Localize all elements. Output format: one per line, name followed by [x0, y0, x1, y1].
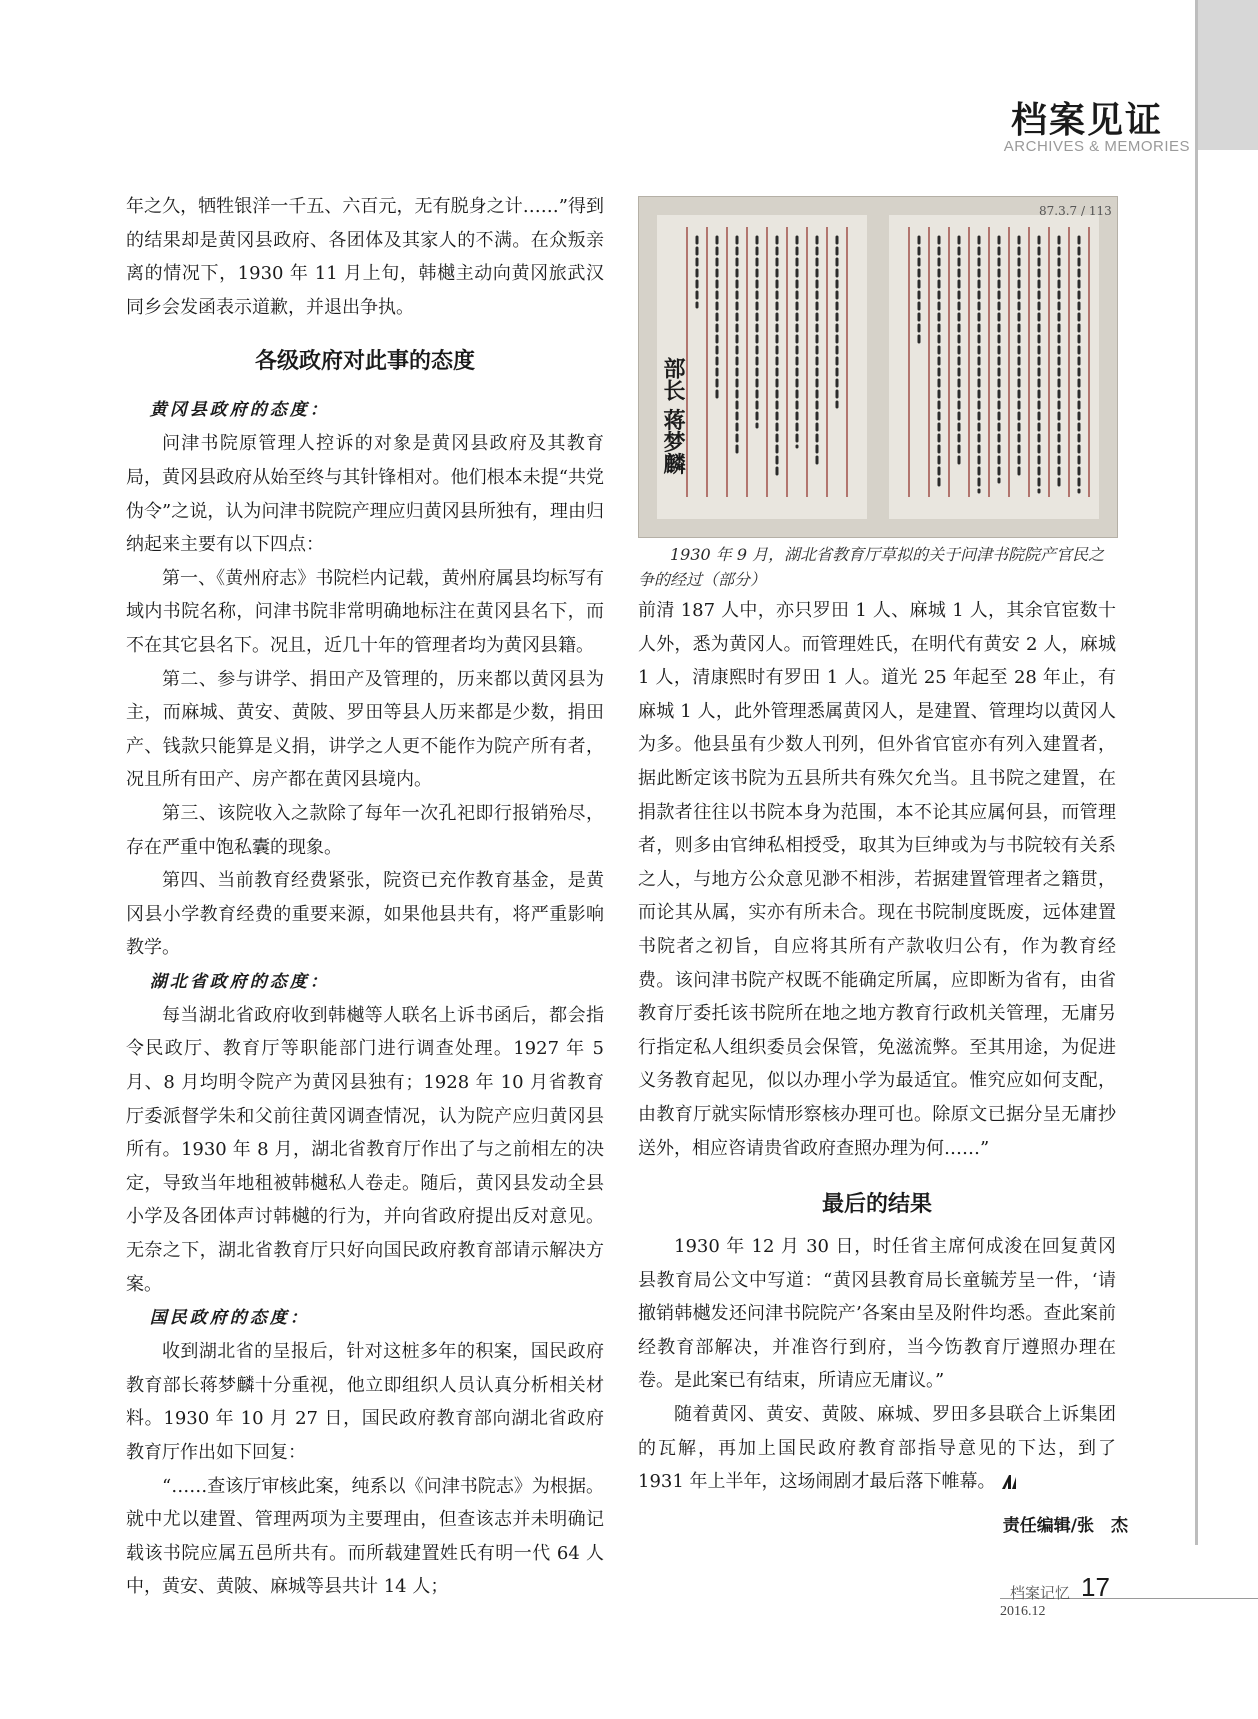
photo-caption: 1930 年 9 月，湖北省教育厅草拟的关于问津书院院产官民之争的经过（部分）	[638, 545, 1105, 589]
sub-heading: 黄冈县政府的态度：	[149, 400, 330, 421]
document-scan-illustration	[639, 197, 1117, 537]
responsible-editor: 责任编辑/张 杰	[1002, 1516, 1128, 1536]
signature-stamp: 部长 蒋梦麟	[660, 357, 686, 475]
left-column	[126, 190, 604, 1604]
section-heading: 最后的结果	[821, 1192, 932, 1218]
sub-heading: 国民政府的态度：	[149, 1308, 310, 1329]
paragraph: “……查该厅审核此案，纯系以《问津书院志》为根据。就中尤以建置、管理两项为主要理由，但查该志并未明确记载该书院应属五邑所共有。而所载建置姓氏有明一代 64 人中，黄安、黄陂、麻城等县共计 14 人；	[126, 1475, 604, 1598]
paragraph: 问津书院原管理人控诉的对象是黄冈县政府及其教育局，黄冈县政府从始至终与其针锋相对。他们根本未提“共党伪令”之说，认为问津书院院产理应归黄冈县所独有，理由归纳起来主要有以下四点：	[126, 433, 604, 556]
archival-document-photo	[638, 196, 1118, 538]
page-edge-line	[1195, 0, 1198, 1545]
paragraph: 第三、该院收入之款除了每年一次孔祀即行报销殆尽，存在严重中饱私囊的现象。	[126, 802, 604, 858]
footer-magazine-name: 档案记忆	[1010, 1584, 1071, 1602]
paragraph	[638, 1398, 1116, 1499]
paragraph: 前清 187 人中，亦只罗田 1 人、麻城 1 人，其余官宦数十人外，悉为黄冈人。而管理姓氏，在明代有黄安 2 人，麻城 1 人，清康熙时有罗田 1 人。道光 25 年起至 28 年止，有麻城 1 人，此外管理悉属黄冈人，是建置、管理均以黄冈人为多。他县虽有少数人刊列，但外省官宦亦有列入建置者，据此断定该书院为五县所共有殊欠允当。且书院之建置，在捐款者往往以书院本身为范围，本不论其应属何县，而管理者，则多由官绅私相授受，取其为巨绅或为与书院较有关系之人，与地方公众意见渺不相涉，若据建置管理者之籍贯，而论其从属，实亦有所未合。现在书院制度既废，远体建置书院者之初旨，自应将其所有产款收归公有，作为教育经费。该问津书院产权既不能确定所属，应即断为省有，由省教育厅委托该书院所在地之地方教育行政机关管理，无庸另行指定私人组织委员会保管，免滋流弊。至其用途，为促进义务教育起见，似以办理小学为最适宜。惟究应如何支配，由教育厅就实际情形察核办理可也。除原文已据分呈无庸抄送外，相应咨请贵省政府查照办理为何……”	[638, 600, 1116, 1159]
paragraph: 年之久，牺牲银洋一千五、六百元，无有脱身之计……”得到的结果却是黄冈县政府、各团体及其家人的不满。在众叛亲离的情况下，1930 年 11 月上旬，韩樾主动向黄冈旅武汉同乡会发函表示道歉，并退出争执。	[126, 196, 604, 318]
issue-date: 2016.12	[1000, 1604, 1046, 1619]
paragraph: 第二、参与讲学、捐田产及管理的，历来都以黄冈县为主，而麻城、黄安、黄陂、罗田等县人历来都是少数，捐田产、钱款只能算是义捐，讲学之人更不能作为院产所有者，况且所有田产、房产都在黄冈县境内。	[126, 668, 604, 791]
page-number: 17	[1081, 1572, 1110, 1602]
section-header-subtitle: ARCHIVES & MEMORIES	[1003, 138, 1190, 155]
paragraph: 收到湖北省的呈报后，针对这桩多年的积案，国民政府教育部长蒋梦麟十分重视，他立即组织人员认真分析相关材料。1930 年 10 月 27 日，国民政府教育部向湖北省政府教育厅作出如下回复：	[126, 1341, 604, 1463]
page-edge-tab	[1198, 0, 1258, 150]
end-mark-icon	[1000, 1473, 1018, 1491]
paragraph: 1930 年 12 月 30 日，时任省主席何成浚在回复黄冈县教育局公文中写道：“黄冈县教育局长童毓芳呈一件，‘请撤销韩樾发还问津书院院产’各案由呈及附件均悉。查此案前经教育部解决，并准咨行到府，当今饬教育厅遵照办理在卷。是此案已有结束，所请应无庸议。”	[638, 1236, 1116, 1392]
paragraph: 第一、《黄州府志》书院栏内记载，黄州府属县均标写有域内书院名称，问津书院非常明确地标注在黄冈县名下，而不在其它县名下。况且，近几十年的管理者均为黄冈县籍。	[126, 567, 604, 656]
section-heading: 各级政府对此事的态度	[254, 349, 475, 375]
paragraph: 第四、当前教育经费紧张，院资已充作教育基金，是黄冈县小学教育经费的重要来源，如果他县共有，将严重影响教学。	[126, 870, 604, 959]
section-header-title: 档案见证	[1010, 100, 1163, 141]
sub-heading: 湖北省政府的态度：	[149, 971, 330, 992]
document-corner-note: 87.3.7 / 113	[1039, 204, 1112, 218]
closing-paragraph-text: 随着黄冈、黄安、黄陂、麻城、罗田多县联合上诉集团的瓦解，再加上国民政府教育部指导意见的下达，到了 1931 年上半年，这场闹剧才最后落下帷幕。	[638, 1404, 1116, 1493]
right-column	[638, 594, 1116, 1499]
paragraph: 每当湖北省政府收到韩樾等人联名上诉书函后，都会指令民政厅、教育厅等职能部门进行调查处理。1927 年 5 月、8 月均明令院产为黄冈县独有；1928 年 10 月省教育厅委派督学朱和父前往黄冈调查情况，认为院产应归黄冈县所有。1930 年 8 月，湖北省教育厅作出了与之前相左的决定，导致当年地租被韩樾私人卷走。随后，黄冈县发动全县小学及各团体声讨韩樾的行为，并向省政府提出反对意见。无奈之下，湖北省教育厅只好向国民政府教育部请示解决方案。	[126, 1004, 604, 1295]
